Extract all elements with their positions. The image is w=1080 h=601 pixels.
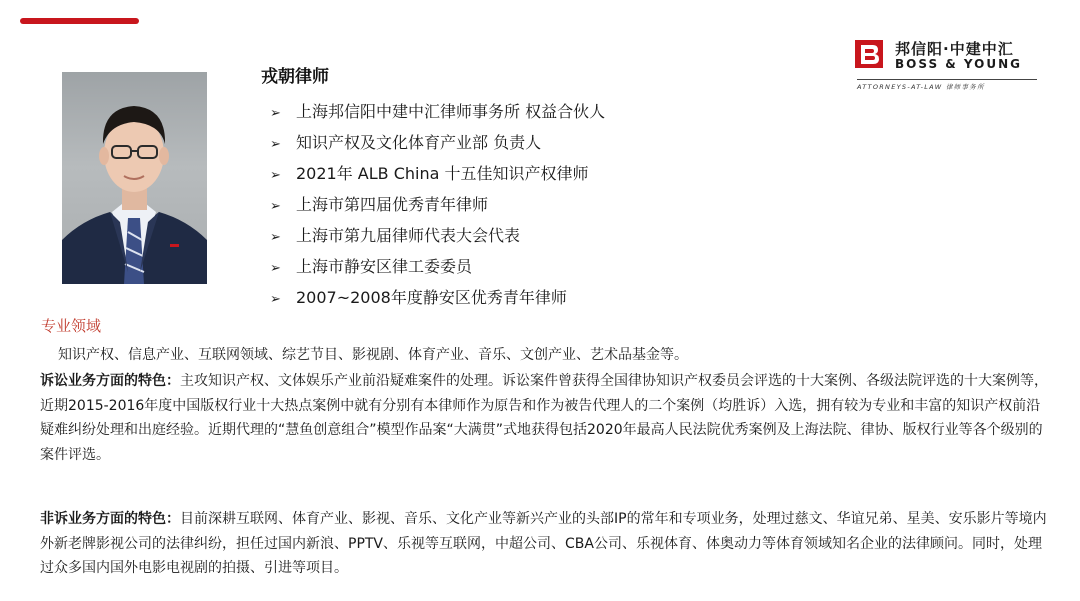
firm-name-cn: 邦信阳·中建中汇 — [895, 40, 1014, 58]
litigation-text: 主攻知识产权、文体娱乐产业前沿疑难案件的处理。诉讼案件曾获得全国律协知识产权委员会评选的十大案例、各级法院评选的十大案例等，近期2015-2016年度中国版权行业十大热点案例中就有分别有本律师作为原告和作为被告代理人的二个案例（均胜诉）入选，拥有较为专业和丰富的知识产权前沿疑难纠纷处理和出庭经验。近期代理的“慧鱼创意组合”模型作品案“大满贯”式地获得包括2020年最高人民法院优秀案例及上海法院、律协、版权行业等各个级别的案件评选。 — [40, 373, 1048, 463]
non-litigation-text: 目前深耕互联网、体育产业、影视、音乐、文化产业等新兴产业的头部IP的常年和专项业务，处理过慈文、华谊兄弟、星美、安乐影片等境内外新老牌影视公司的法律纠纷，担任过国内新浪、PPTV、乐视等互联网，中超公司、CBA公司、乐视体育、体奥动力等体育领域知名企业的法律顾问。同时，处理过众多国内国外电影电视剧的拍摄、引进等项目。 — [40, 511, 1047, 576]
credentials-list — [270, 96, 605, 313]
credential-text: 上海市第九届律师代表大会代表 — [296, 226, 521, 245]
credential-text: 2021年 ALB China 十五佳知识产权律师 — [296, 164, 589, 183]
non-litigation-label: 非诉业务方面的特色： — [40, 511, 180, 527]
credential-item — [270, 189, 605, 220]
credential-item — [270, 127, 605, 158]
firm-logo — [855, 38, 1040, 94]
credential-text: 上海邦信阳中建中汇律师事务所 权益合伙人 — [296, 102, 606, 121]
credential-text: 上海市第四届优秀青年律师 — [296, 195, 489, 214]
litigation-paragraph — [40, 369, 1050, 467]
non-litigation-paragraph — [40, 507, 1050, 581]
arrow-bullet-icon: ➢ — [270, 137, 281, 152]
litigation-label: 诉讼业务方面的特色： — [40, 373, 180, 389]
firm-tagline: ATTORNEYS-AT-LAW 律师事务所 — [857, 83, 985, 91]
lawyer-portrait — [62, 72, 207, 284]
firm-logo-mark-icon — [855, 40, 883, 68]
credential-text: 2007~2008年度静安区优秀青年律师 — [296, 288, 567, 307]
firm-name-en: BOSS & YOUNG — [895, 57, 1023, 71]
arrow-bullet-icon: ➢ — [270, 106, 281, 121]
arrow-bullet-icon: ➢ — [270, 168, 281, 183]
credential-item — [270, 96, 605, 127]
practice-areas-heading: 专业领域 — [41, 317, 102, 335]
credential-text: 上海市静安区律工委委员 — [296, 257, 473, 276]
arrow-bullet-icon: ➢ — [270, 261, 281, 276]
arrow-bullet-icon: ➢ — [270, 292, 281, 307]
credential-item — [270, 158, 605, 189]
arrow-bullet-icon: ➢ — [270, 199, 281, 214]
practice-areas-text: 知识产权、信息产业、互联网领域、综艺节目、影视剧、体育产业、音乐、文创产业、艺术品基金等。 — [58, 347, 688, 363]
credential-item — [270, 220, 605, 251]
credential-text: 知识产权及文化体育产业部 负责人 — [296, 133, 542, 152]
lawyer-name: 戎朝律师 — [261, 67, 329, 87]
logo-divider — [857, 79, 1037, 80]
credential-item — [270, 282, 605, 313]
arrow-bullet-icon: ➢ — [270, 230, 281, 245]
top-accent-bar — [20, 18, 139, 24]
credential-item — [270, 251, 605, 282]
